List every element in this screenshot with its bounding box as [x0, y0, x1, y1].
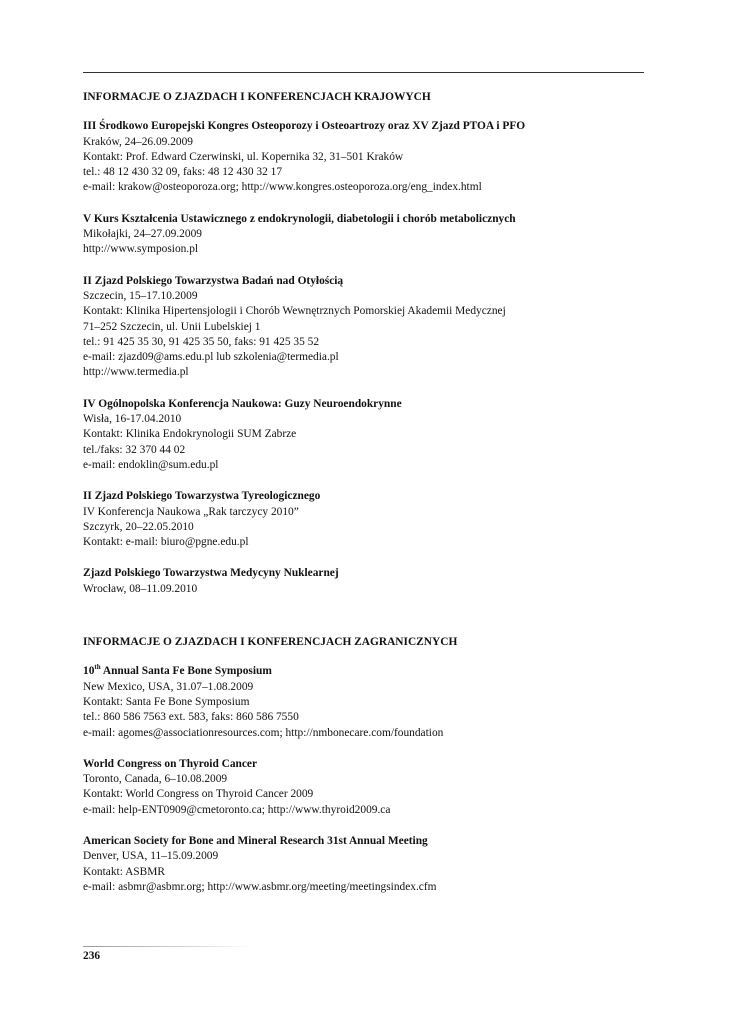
conference-detail: Kontakt: Klinika Endokrynologii SUM Zabrze: [83, 428, 297, 441]
conference-title: [83, 664, 663, 679]
conference-detail: tel.: 48 12 430 32 09, faks: 48 12 430 32 17: [83, 166, 283, 179]
conference-detail: 71–252 Szczecin, ul. Unii Lubelskiej 1: [83, 320, 261, 333]
conference-entry: [83, 834, 663, 895]
conference-detail: e-mail: help-ENT0909@cmetoronto.ca; http://www.thyroid2009.ca: [83, 803, 391, 816]
conference-entry: [83, 566, 663, 597]
conference-entry: [83, 664, 663, 740]
page-content: [83, 90, 663, 911]
conference-detail: e-mail: asbmr@asbmr.org; http://www.asbmr.org/meeting/meetingsindex.cfm: [83, 880, 437, 893]
conference-title: IV Ogólnopolska Konferencja Naukowa: Guzy Neuroendokrynne: [83, 397, 402, 410]
conference-detail: e-mail: endoklin@sum.edu.pl: [83, 458, 219, 471]
conference-entry: [83, 274, 663, 381]
conference-detail: http://www.symposion.pl: [83, 243, 199, 256]
section-heading-domestic: INFORMACJE O ZJAZDACH I KONFERENCJACH KRAJOWYCH: [83, 91, 431, 103]
conference-detail: e-mail: zjazd09@ams.edu.pl lub szkolenia@termedia.pl: [83, 351, 339, 364]
conference-detail: Kontakt: World Congress on Thyroid Cancer 2009: [83, 788, 314, 801]
conference-detail: Szczecin, 15–17.10.2009: [83, 289, 198, 302]
conference-detail: Wisła, 16-17.04.2010: [83, 413, 182, 426]
conference-title: II Zjazd Polskiego Towarzystwa Badań nad Otyłością: [83, 274, 344, 287]
conference-title: III Środkowo Europejski Kongres Osteoporozy i Osteoartrozy oraz XV Zjazd PTOA i PFO: [83, 120, 526, 133]
top-rule: [83, 72, 644, 73]
conference-detail: IV Konferencja Naukowa „Rak tarczycy 2010”: [83, 505, 299, 518]
conference-detail: Denver, USA, 11–15.09.2009: [83, 850, 219, 863]
conference-title: World Congress on Thyroid Cancer: [83, 757, 258, 770]
conference-title: II Zjazd Polskiego Towarzystwa Tyreologicznego: [83, 490, 321, 503]
conference-detail: http://www.termedia.pl: [83, 366, 189, 379]
conference-detail: tel./faks: 32 370 44 02: [83, 443, 186, 456]
conference-detail: Kontakt: e-mail: biuro@pgne.edu.pl: [83, 536, 249, 549]
conference-detail: e-mail: krakow@osteoporoza.org; http://www.kongres.osteoporoza.org/eng_index.html: [83, 181, 482, 194]
conference-entry: [83, 757, 663, 818]
conference-detail: e-mail: agomes@associationresources.com; http://nmbonecare.com/foundation: [83, 726, 444, 739]
section-heading-international: INFORMACJE O ZJAZDACH I KONFERENCJACH ZAGRANICZNYCH: [83, 636, 458, 649]
conference-detail: Mikołajki, 24–27.09.2009: [83, 228, 202, 241]
title-ordinal-suffix: th: [94, 663, 101, 672]
conference-entry: [83, 489, 663, 550]
conference-title: Zjazd Polskiego Towarzystwa Medycyny Nuklearnej: [83, 567, 339, 580]
conference-entry: [83, 212, 663, 258]
conference-detail: Kontakt: ASBMR: [83, 865, 165, 878]
footer-rule: [83, 946, 253, 947]
conference-entry: [83, 397, 663, 473]
conference-detail: New Mexico, USA, 31.07–1.08.2009: [83, 680, 254, 693]
conference-detail: Kontakt: Santa Fe Bone Symposium: [83, 695, 250, 708]
conference-detail: Szczyrk, 20–22.05.2010: [83, 520, 194, 533]
conference-entry: [83, 119, 663, 195]
page-number: 236: [83, 950, 101, 962]
title-text: Annual Santa Fe Bone Symposium: [100, 665, 272, 678]
conference-detail: Wrocław, 08–11.09.2010: [83, 582, 198, 595]
conference-detail: Kontakt: Prof. Edward Czerwinski, ul. Kopernika 32, 31–501 Kraków: [83, 150, 404, 163]
conference-detail: Toronto, Canada, 6–10.08.2009: [83, 773, 228, 786]
conference-detail: Kraków, 24–26.09.2009: [83, 135, 193, 148]
conference-detail: Kontakt: Klinika Hipertensjologii i Chorób Wewnętrznych Pomorskiej Akademii Medycznej: [83, 305, 506, 318]
conference-detail: tel.: 91 425 35 30, 91 425 35 50, faks: 91 425 35 52: [83, 335, 320, 348]
section-international: [83, 635, 663, 895]
title-number: 10: [83, 665, 95, 678]
conference-title: V Kurs Kształcenia Ustawicznego z endokrynologii, diabetologii i chorób metabolicznych: [83, 212, 516, 225]
conference-title: American Society for Bone and Mineral Research 31st Annual Meeting: [83, 834, 428, 847]
conference-detail: tel.: 860 586 7563 ext. 583, faks: 860 586 7550: [83, 711, 299, 724]
